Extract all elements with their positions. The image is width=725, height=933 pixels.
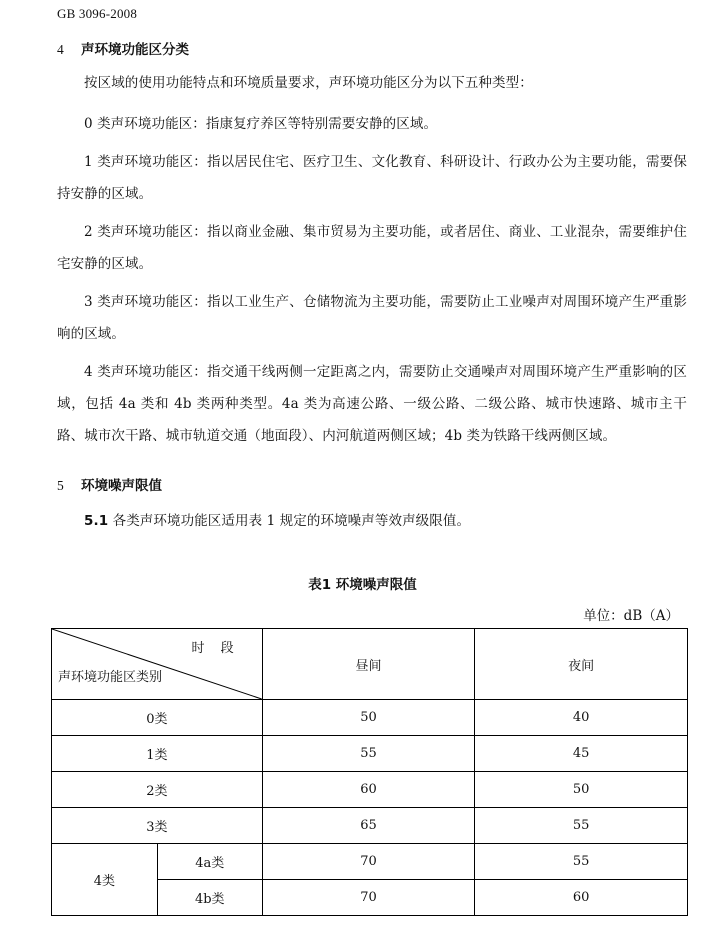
section-5-heading bbox=[57, 474, 162, 494]
header-category: 声环境功能区类别 bbox=[58, 670, 163, 685]
table-row bbox=[52, 808, 688, 844]
night-value-cell: 55 bbox=[475, 808, 688, 844]
category-cell: 1类 bbox=[52, 736, 263, 772]
header-period: 时 段 bbox=[191, 641, 240, 656]
zone-class-1-paragraph: 1 类声环境功能区：指以居民住宅、医疗卫生、文化教育、科研设计、行政办公为主要功能，需要保持安静的区域。 bbox=[57, 154, 687, 202]
category-cell: 3类 bbox=[52, 808, 263, 844]
day-value-cell: 70 bbox=[262, 880, 475, 916]
table-header-row bbox=[52, 629, 688, 700]
zone-class-3-paragraph: 3 类声环境功能区：指以工业生产、仓储物流为主要功能，需要防止工业噪声对周围环境产生严重影响的区域。 bbox=[57, 294, 687, 342]
table-row bbox=[52, 700, 688, 736]
document-code: GB 3096-2008 bbox=[57, 6, 138, 21]
section-4-title: 声环境功能区分类 bbox=[81, 42, 189, 58]
night-value-cell: 55 bbox=[475, 844, 688, 880]
table-row bbox=[52, 772, 688, 808]
subcategory-cell: 4b类 bbox=[157, 880, 262, 916]
category-cell: 2类 bbox=[52, 772, 263, 808]
table-unit: 单位：dB（A） bbox=[583, 608, 679, 624]
section-4-heading bbox=[57, 38, 189, 58]
category-group-cell: 4类 bbox=[52, 844, 158, 916]
night-value-cell: 60 bbox=[475, 880, 688, 916]
diagonal-header-cell bbox=[52, 629, 263, 700]
clause-5-1-paragraph bbox=[57, 505, 687, 537]
table-row bbox=[52, 736, 688, 772]
zone-class-4-paragraph: 4 类声环境功能区：指交通干线两侧一定距离之内，需要防止交通噪声对周围环境产生严重影响的区域，包括 4a 类和 4b 类两种类型。4a 类为高速公路、一级公路、二级公路、城市快速路、城市主干路、城市次干路、城市轨道交通（地面段）、内河航道两侧区域；4b 类为铁路干线两侧区域。 bbox=[57, 364, 687, 444]
day-value-cell: 60 bbox=[262, 772, 475, 808]
zone-class-0-paragraph: 0 类声环境功能区：指康复疗养区等特别需要安静的区域。 bbox=[84, 116, 438, 132]
night-value-cell: 50 bbox=[475, 772, 688, 808]
section-5-number: 5 bbox=[57, 478, 64, 493]
category-cell: 0类 bbox=[52, 700, 263, 736]
zone-class-2-paragraph: 2 类声环境功能区：指以商业金融、集市贸易为主要功能，或者居住、商业、工业混杂，需要维护住宅安静的区域。 bbox=[57, 224, 687, 272]
header-day: 昼间 bbox=[262, 629, 475, 700]
section-4-intro: 按区域的使用功能特点和环境质量要求，声环境功能区分为以下五种类型： bbox=[84, 75, 533, 91]
section-5-title: 环境噪声限值 bbox=[81, 478, 162, 494]
day-value-cell: 65 bbox=[262, 808, 475, 844]
section-4-number: 4 bbox=[57, 42, 64, 57]
table-row bbox=[52, 844, 688, 880]
day-value-cell: 50 bbox=[262, 700, 475, 736]
day-value-cell: 70 bbox=[262, 844, 475, 880]
clause-5-1-text: 各类声环境功能区适用表 1 规定的环境噪声等效声级限值。 bbox=[108, 513, 471, 529]
table-title: 表1 环境噪声限值 bbox=[308, 577, 417, 593]
subcategory-cell: 4a类 bbox=[157, 844, 262, 880]
night-value-cell: 45 bbox=[475, 736, 688, 772]
night-value-cell: 40 bbox=[475, 700, 688, 736]
day-value-cell: 55 bbox=[262, 736, 475, 772]
clause-5-1-number: 5.1 bbox=[84, 513, 109, 529]
noise-limits-table bbox=[51, 628, 688, 916]
header-night: 夜间 bbox=[475, 629, 688, 700]
